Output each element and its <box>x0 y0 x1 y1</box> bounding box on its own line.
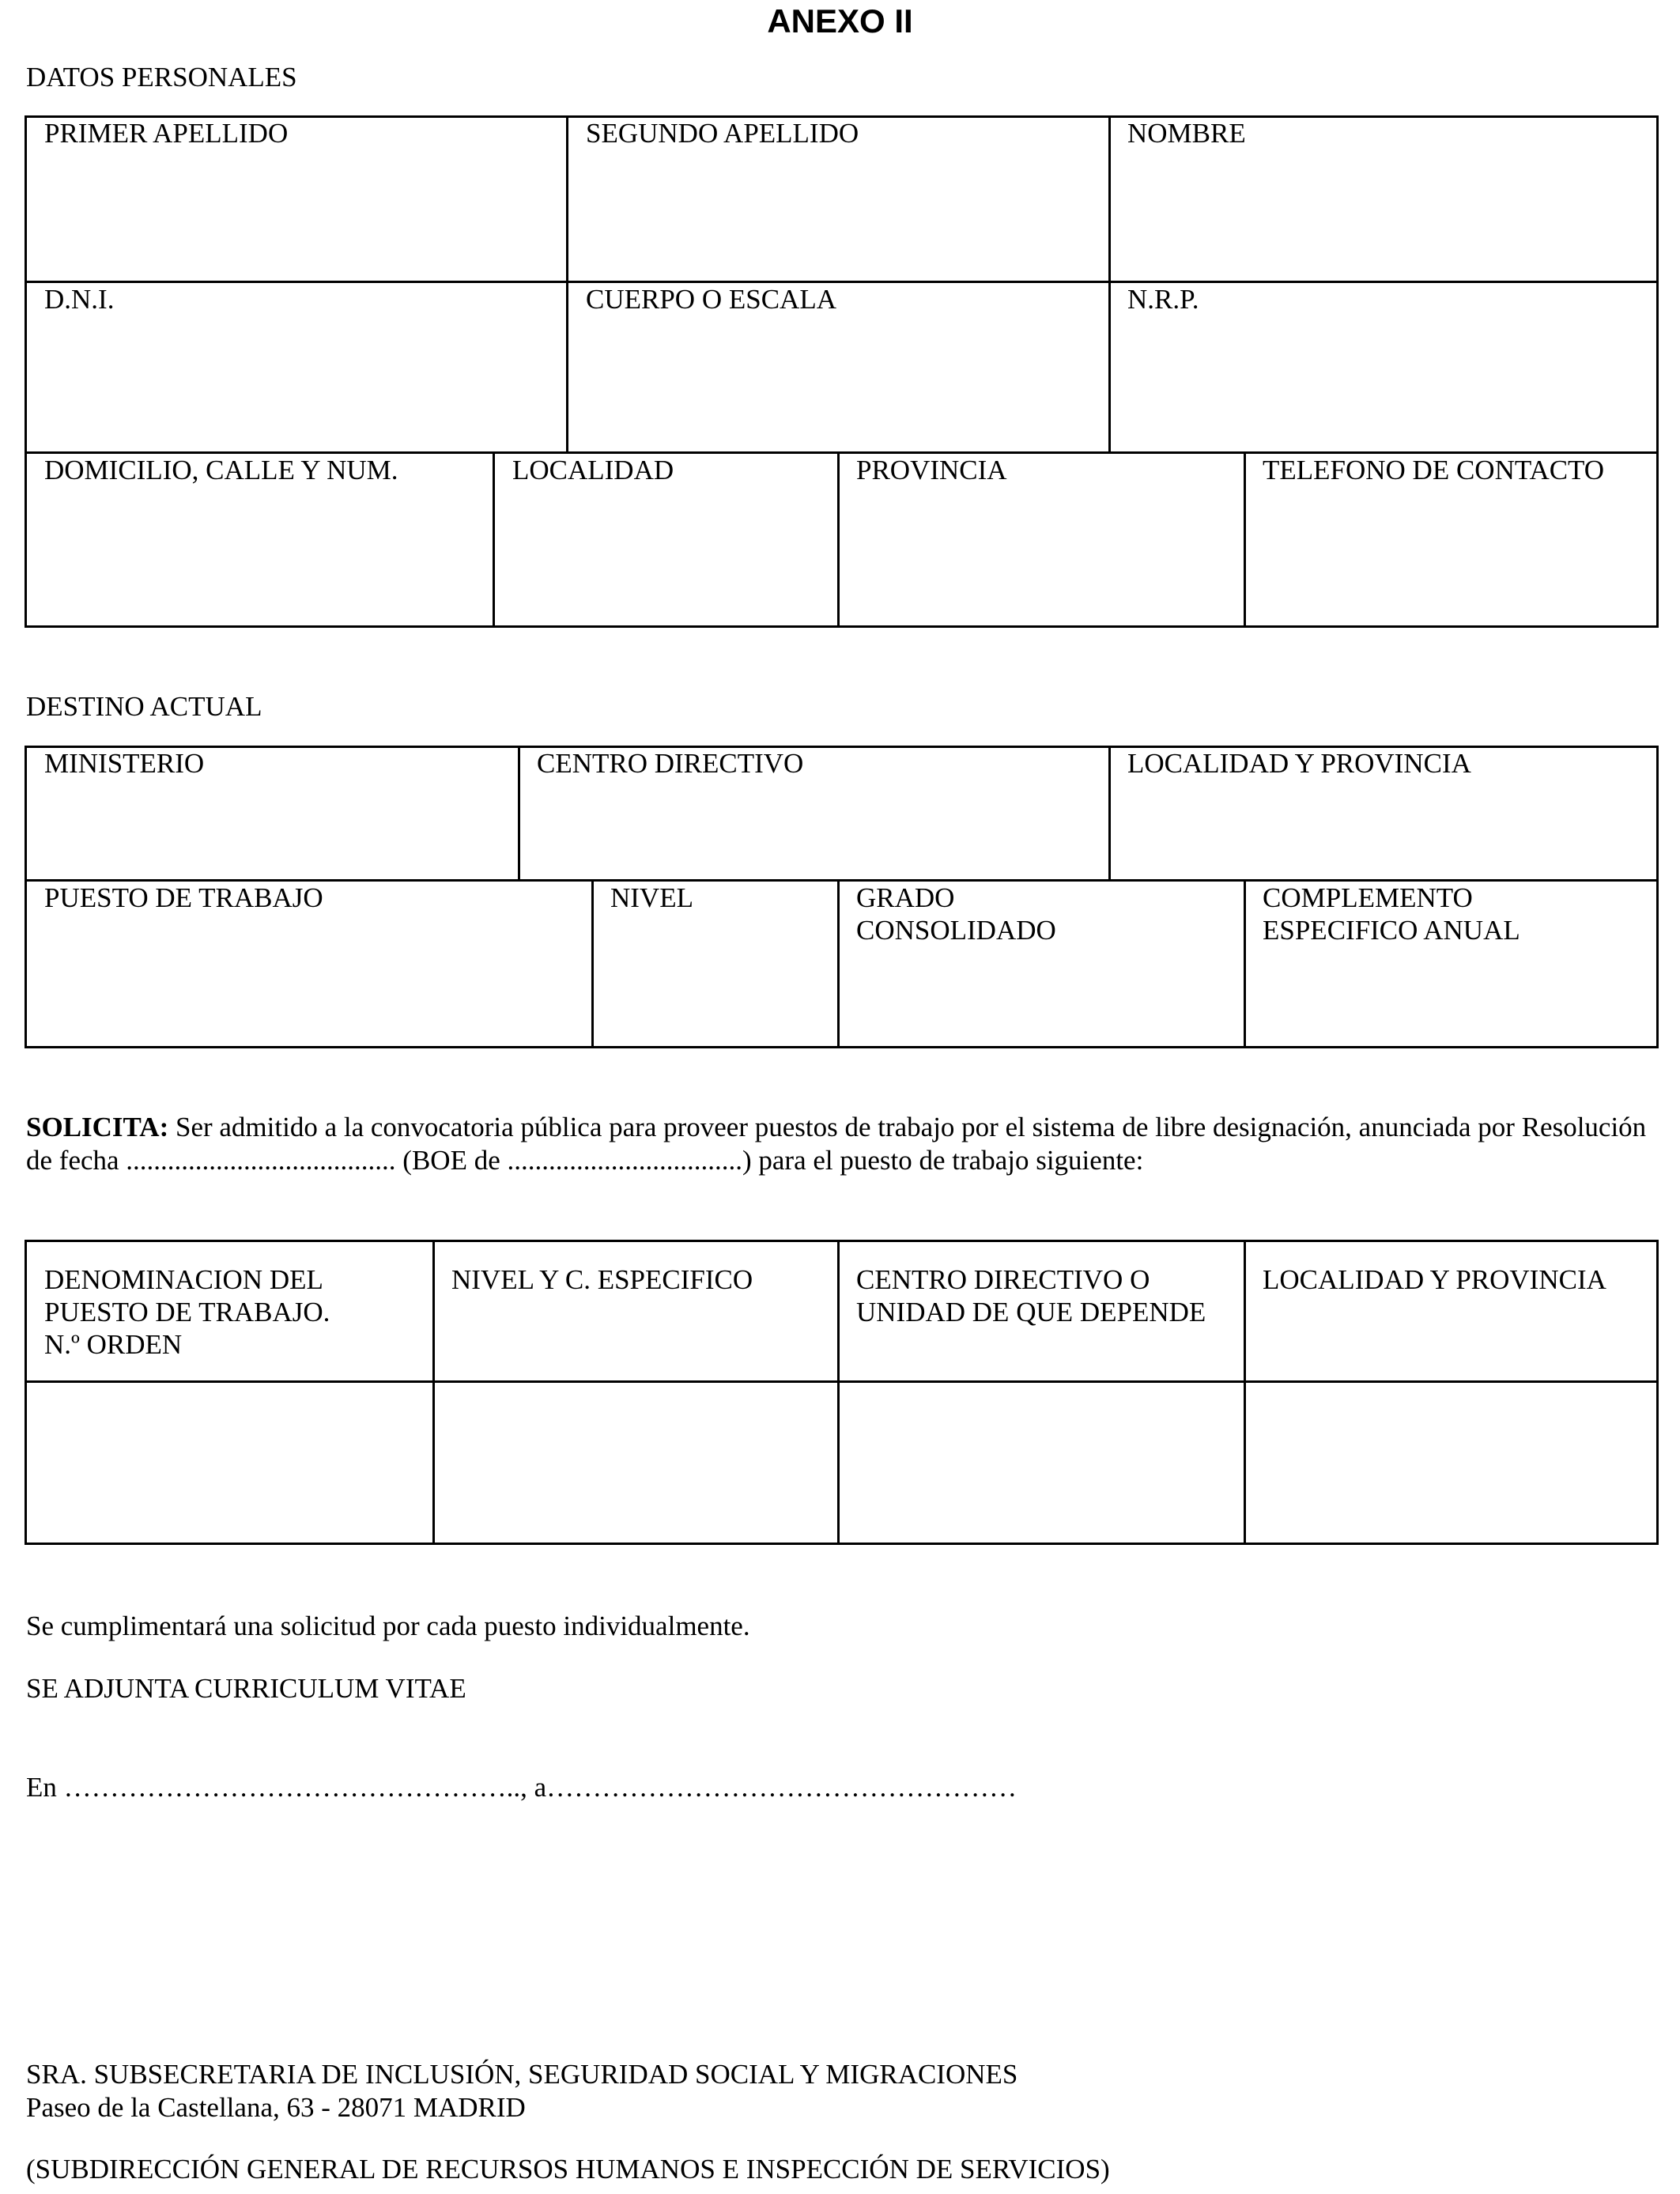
header-line: NIVEL Y C. ESPECIFICO <box>451 1264 753 1295</box>
header-line: UNIDAD DE QUE DEPENDE <box>856 1297 1206 1327</box>
column-divider <box>591 879 594 1048</box>
field-dni[interactable]: D.N.I. <box>44 284 115 315</box>
adjunta-text: SE ADJUNTA CURRICULUM VITAE <box>26 1673 466 1704</box>
input-cell-denominacion[interactable] <box>27 1383 432 1543</box>
field-provincia[interactable]: PROVINCIA <box>856 455 1007 485</box>
field-nrp[interactable]: N.R.P. <box>1127 284 1199 315</box>
header-localidad-provincia <box>1263 1263 1606 1296</box>
column-divider <box>1108 115 1111 454</box>
field-label-line: PUESTO DE TRABAJO <box>44 882 323 913</box>
addressee-line-2: Paseo de la Castellana, 63 - 28071 MADRID <box>26 2092 526 2123</box>
header-nivel-especifico <box>451 1263 753 1296</box>
input-cell-centro[interactable] <box>840 1383 1244 1543</box>
column-divider <box>1244 451 1246 628</box>
column-divider <box>837 879 840 1048</box>
column-divider <box>518 746 520 882</box>
solicita-label: SOLICITA: <box>26 1112 169 1142</box>
field-nivel[interactable] <box>610 882 693 914</box>
lugar-fecha-line[interactable]: En ………………………………………….., a…………………………………………… <box>26 1772 1017 1803</box>
field-cuerpo-escala[interactable]: CUERPO O ESCALA <box>586 284 836 315</box>
field-primer-apellido[interactable]: PRIMER APELLIDO <box>44 118 289 149</box>
header-line: LOCALIDAD Y PROVINCIA <box>1263 1264 1606 1295</box>
section-heading-datos-personales: DATOS PERSONALES <box>26 62 297 93</box>
header-line: N.º ORDEN <box>44 1329 183 1360</box>
field-nombre[interactable]: NOMBRE <box>1127 118 1246 149</box>
addressee-line-1: SRA. SUBSECRETARIA DE INCLUSIÓN, SEGURIDAD SOCIAL Y MIGRACIONES <box>26 2059 1018 2090</box>
column-divider <box>493 451 495 628</box>
input-cell-nivel[interactable] <box>435 1383 837 1543</box>
header-line: DENOMINACION DEL <box>44 1264 323 1295</box>
datos-personales-table <box>25 115 1659 628</box>
field-label-line: CONSOLIDADO <box>856 915 1056 946</box>
header-line: PUESTO DE TRABAJO. <box>44 1297 330 1327</box>
column-divider <box>1108 746 1111 882</box>
column-divider <box>1244 879 1246 1048</box>
field-localidad-provincia[interactable]: LOCALIDAD Y PROVINCIA <box>1127 748 1471 779</box>
field-domicilio[interactable]: DOMICILIO, CALLE Y NUM. <box>44 455 398 485</box>
row-divider <box>25 281 1659 283</box>
addressee-line-3: (SUBDIRECCIÓN GENERAL DE RECURSOS HUMANOS E INSPECCIÓN DE SERVICIOS) <box>26 2154 1110 2185</box>
field-complemento-especifico[interactable] <box>1263 882 1520 946</box>
page-title: ANEXO II <box>767 2 913 40</box>
field-label-line: GRADO <box>856 882 955 913</box>
field-segundo-apellido[interactable]: SEGUNDO APELLIDO <box>586 118 859 149</box>
field-label-line: COMPLEMENTO <box>1263 882 1473 913</box>
field-label-line: NIVEL <box>610 882 693 913</box>
header-centro-directivo-unidad <box>856 1263 1206 1328</box>
field-localidad[interactable]: LOCALIDAD <box>512 455 674 485</box>
field-label-line: ESPECIFICO ANUAL <box>1263 915 1520 946</box>
input-cell-localidad[interactable] <box>1246 1383 1656 1543</box>
section-heading-destino-actual: DESTINO ACTUAL <box>26 691 262 722</box>
header-line: CENTRO DIRECTIVO O <box>856 1264 1150 1295</box>
note-text: Se cumplimentará una solicitud por cada puesto individualmente. <box>26 1611 750 1641</box>
column-divider <box>837 451 840 628</box>
field-puesto-trabajo[interactable] <box>44 882 323 914</box>
column-divider <box>566 115 568 454</box>
solicita-paragraph <box>26 1111 1663 1177</box>
field-telefono[interactable]: TELEFONO DE CONTACTO <box>1263 455 1605 485</box>
field-ministerio[interactable]: MINISTERIO <box>44 748 205 779</box>
solicita-text: Ser admitido a la convocatoria pública para proveer puestos de trabajo por el sistema de libre designación, anunciada por Resolución de fecha ....................................... (BOE de ..................................) para el puesto de trabajo siguiente: <box>26 1112 1647 1176</box>
header-denominacion-puesto <box>44 1263 330 1361</box>
field-grado-consolidado[interactable] <box>856 882 1056 946</box>
field-centro-directivo[interactable]: CENTRO DIRECTIVO <box>537 748 804 779</box>
